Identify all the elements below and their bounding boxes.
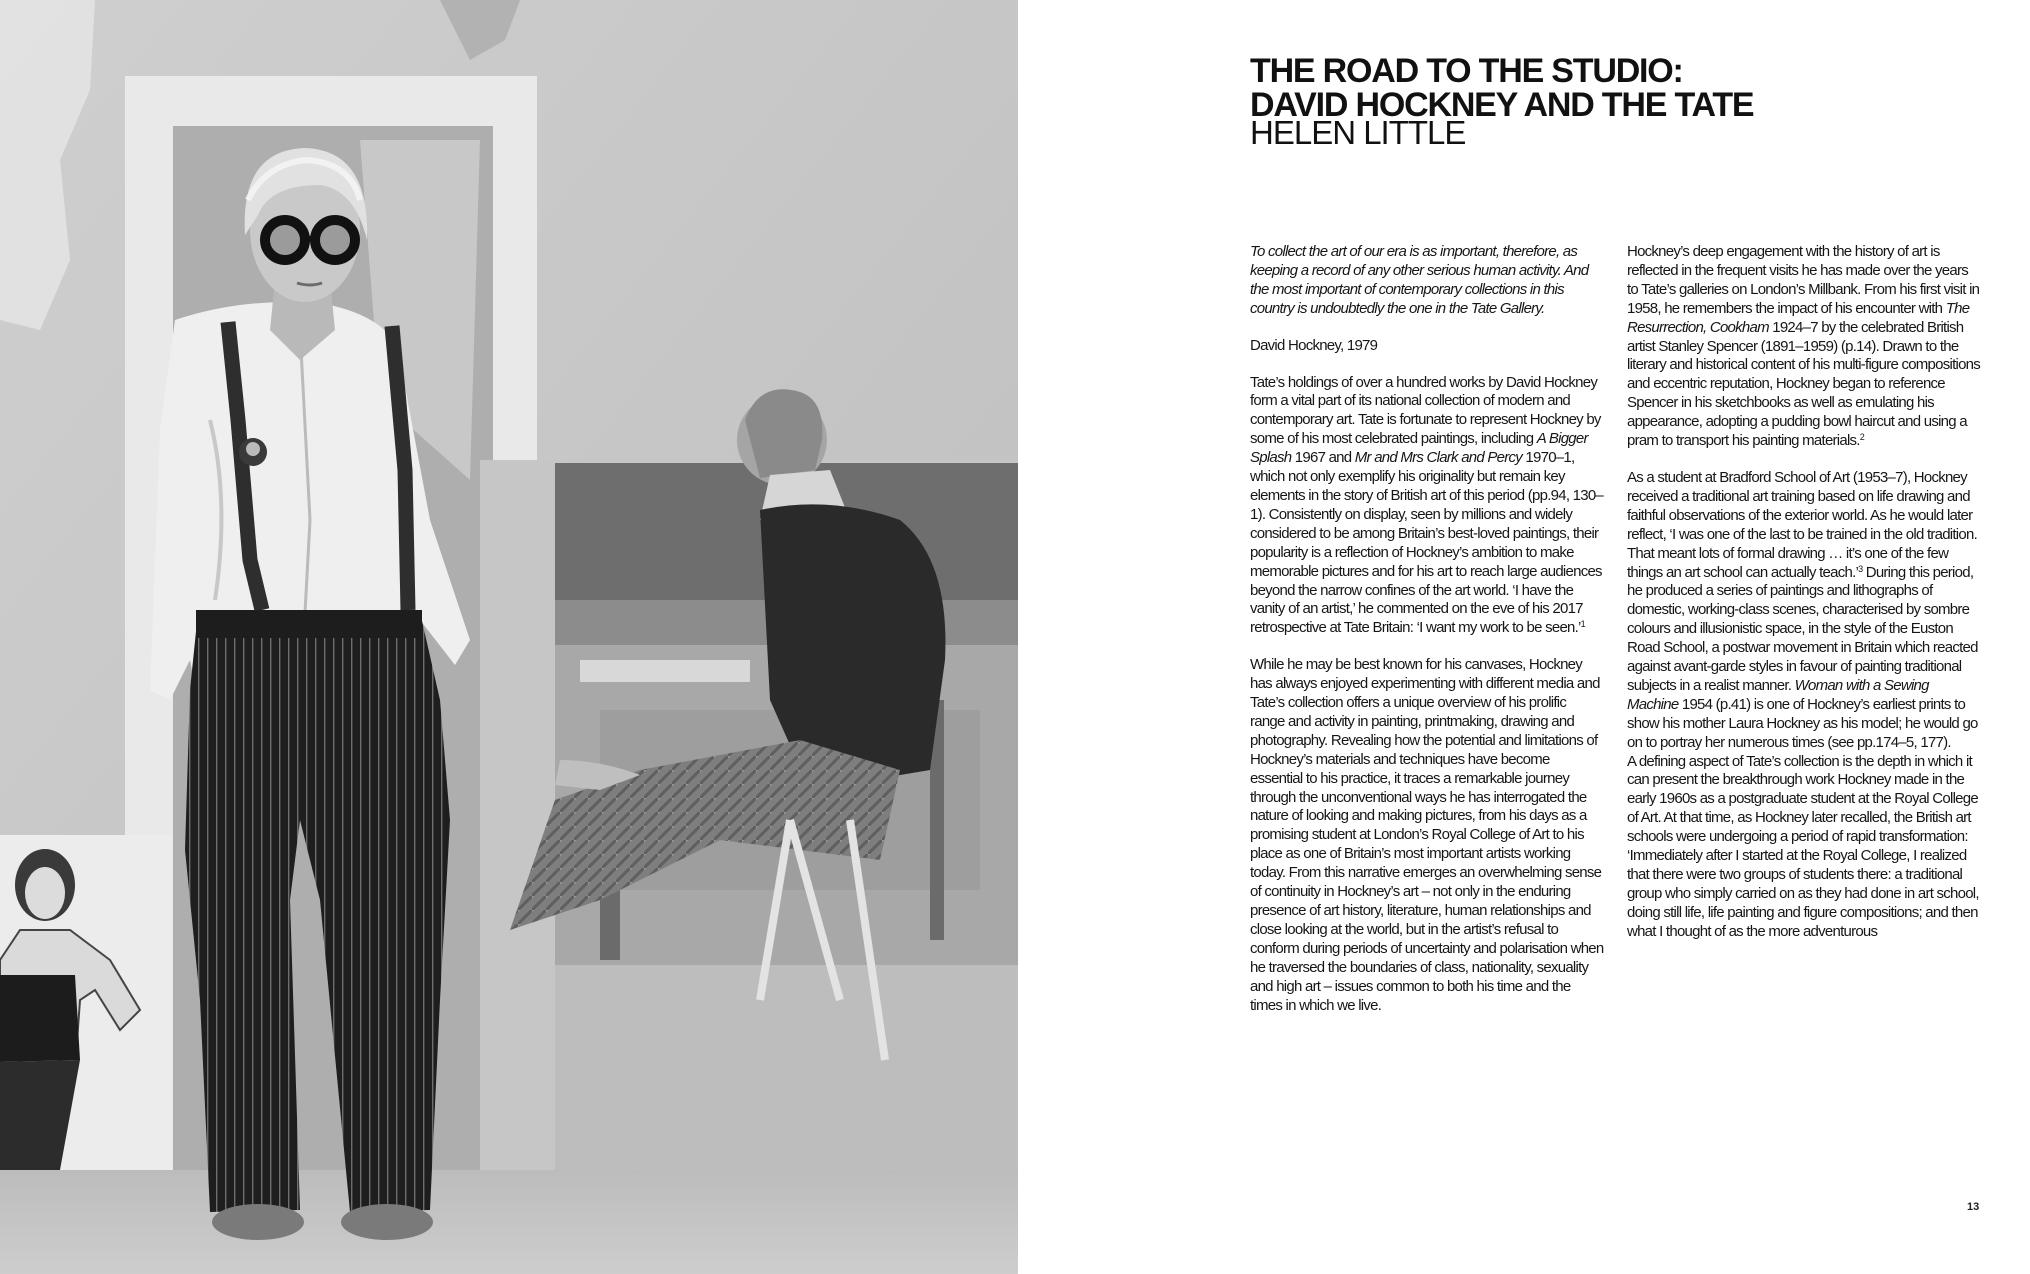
- text-column-left: [1250, 243, 1604, 1015]
- artwork-title: Woman with a Sewing Machine: [1627, 676, 1929, 713]
- artwork-title: The Resurrection, Cookham: [1627, 299, 1970, 336]
- page-number: 13: [1967, 1201, 1980, 1213]
- paragraph-4: As a student at Bradford School of Art (1953–7), Hockney received a traditional art training based on life drawing and faithful observations of the exterior world. As he would later reflect, ‘I was one of the last to be trained in the old tradition. That meant lots of formal drawing … it’s one of the few things an art school can actually teach.’$^3$ During this period, he produced a series of paintings and lithographs of domestic, working-class scenes, characterised by sombre colours and illusionistic space, in the style of the Euston Road School, a postwar movement in Britain which reacted against avant-garde styles in favour of painting traditional subjects in a realist manner. Woman with a Sewing Machine 1954 (p.41) is one of Hockney’s earliest prints to show his mother Laura Hockney as his model; he would go on to portray her numerous times (see pp.174–5, 177).: [1627, 468, 1978, 751]
- article-title: [1250, 54, 1950, 122]
- paragraph-2: While he may be best known for his canvases, Hockney has always enjoyed experimenting with different media and Tate’s collection offers a unique overview of his prolific range and activity in painting, printmaking, drawing and photography. Revealing how the potential and limitations of Hockney’s materials and techniques have become essential to his practice, it traces a remarkable journey through the unconventional ways he has interrogated the nature of looking and making pictures, from his days as a promising student at London’s Royal College of Art to his place as one of Britain’s most important artists working today. From this narrative emerges an overwhelming sense of continuity in Hockney’s art – not only in the enduring presence of art history, literature, human relationships and close looking at the world, but in the artist’s refusal to conform during periods of uncertainty and polarisation when he traversed the boundaries of class, nationality, sexuality and high art – issues common to both his time and the times in which we live.: [1250, 656, 1604, 1014]
- article-page: [1018, 0, 2030, 1274]
- paragraph-5: A defining aspect of Tate’s collection is the depth in which it can present the breakthrough work Hockney made in the early 1960s as a postgraduate student at the Royal College of Art. At that time, as Hockney later recalled, the British art schools were undergoing a period of rapid transformation: ‘Immediately after I started at the Royal College, I realized that there were two groups of students there: a traditional group who simply carried on as they had done in art school, doing still life, life painting and figure compositions; and then what I thought of as the more adventurous: [1627, 752, 1979, 940]
- artwork-title: A Bigger Splash: [1250, 430, 1588, 467]
- epigraph-attribution: David Hockney, 1979: [1250, 336, 1378, 354]
- text-column-right: [1627, 243, 1981, 942]
- title-line-2: DAVID HOCKNEY AND THE TATE: [1250, 86, 1754, 124]
- artwork-title: Mr and Mrs Clark and Percy: [1354, 449, 1522, 467]
- title-line-1: THE ROAD TO THE STUDIO:: [1250, 52, 1683, 90]
- paragraph-3: Hockney’s deep engagement with the history of art is reflected in the frequent visits he has made over the years to Tate’s galleries on London’s Millbank. From his first visit in 1958, he remembers the impact of his encounter with The Resurrection, Cookham 1924–7 by the celebrated British artist Stanley Spencer (1891–1959) (p.14). Drawn to the literary and historical content of his multi-figure compositions and eccentric reputation, Hockney began to reference Spencer in his sketchbooks as well as emulating his appearance, adopting a pudding bowl haircut and using a pram to transport his painting materials.$^2$: [1627, 243, 1981, 450]
- footnote-marker: 2: [1859, 432, 1864, 443]
- footnote-marker: 1: [1580, 619, 1585, 630]
- footnote-marker: 3: [1858, 563, 1863, 574]
- epigraph-quote: To collect the art of our era is as important, therefore, as keeping a record of any other serious human activity. And the most important of contemporary collections in this country is undoubtedly the one in the Tate Gallery.: [1250, 243, 1589, 317]
- article-author: HELEN LITTLE: [1250, 114, 1466, 151]
- paragraph-1: Tate’s holdings of over a hundred works by David Hockney form a vital part of its national collection of modern and contemporary art. Tate is fortunate to represent Hockney by some of his most celebrated paintings, including A Bigger Splash 1967 and Mr and Mrs Clark and Percy 1970–1, which not only exemplify his originality but remain key elements in the story of British art of this period (pp.94, 130–1). Consistently on display, seen by millions and widely considered to be among Britain’s best-loved paintings, their popularity is a reflection of Hockney’s ambition to make memorable pictures and for his art to reach large audiences beyond the narrow confines of the art world. ‘I have the vanity of an artist,’ he commented on the eve of his 2017 retrospective at Tate Britain: ‘I want my work to be seen.’$^1$: [1250, 373, 1604, 637]
